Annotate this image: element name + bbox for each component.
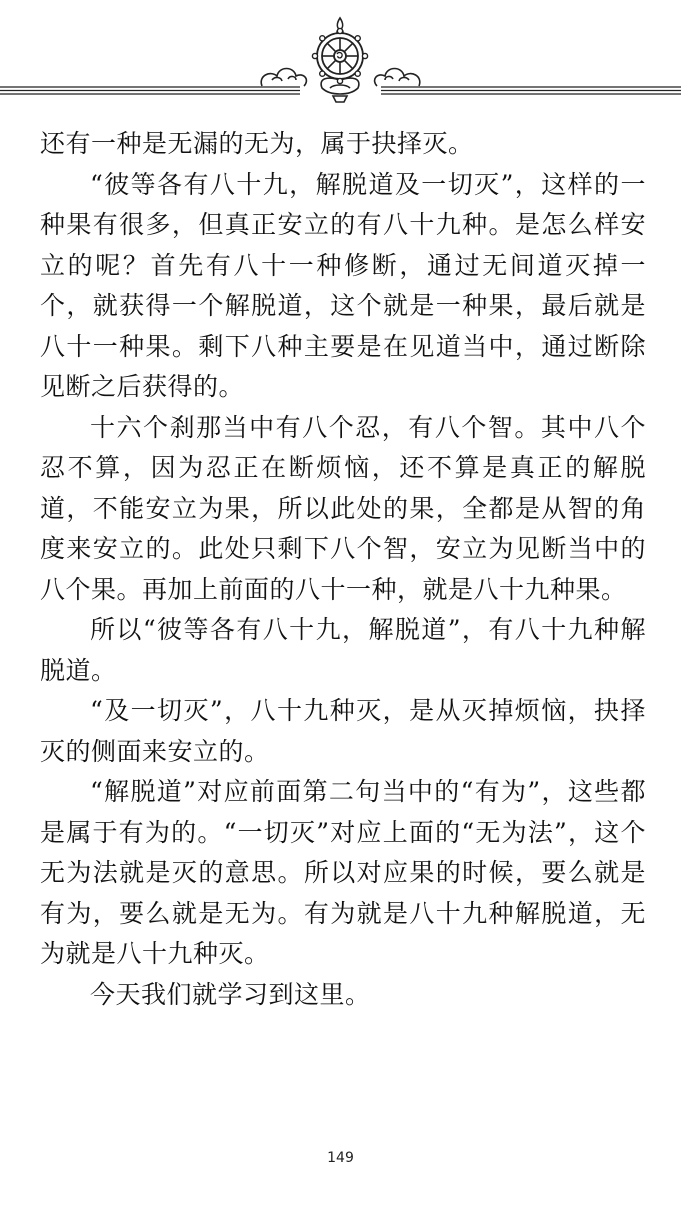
paragraph: 十六个刹那当中有八个忍，有八个智。其中八个忍不算，因为忍正在断烦恼，还不算是真正的解脱道，不能安立为果，所以此处的果，全都是从智的角度来安立的。此处只剩下八个智，安立为见断当中的八个果。再加上前面的八十一种，就是八十九种果。 <box>40 412 646 604</box>
page-header-ornament <box>0 0 681 110</box>
paragraph: “及一切灭”，八十九种灭，是从灭掉烦恼，抉择灭的侧面来安立的。 <box>40 696 646 766</box>
page-number: 149 <box>327 1150 354 1166</box>
paragraph: 所以“彼等各有八十九，解脱道”，有八十九种解脱道。 <box>40 615 646 685</box>
paragraph: “彼等各有八十九，解脱道及一切灭”，这样的一种果有很多，但真正安立的有八十九种。是怎么样安立的呢？首先有八十一种修断，通过无间道灭掉一个，就获得一个解脱道，这个就是一种果，最后就是八十一种果。剩下八种主要是在见道当中，通过断除见断之后获得的。 <box>40 169 646 401</box>
dharma-wheel-icon <box>0 0 681 110</box>
body-text <box>40 124 646 1015</box>
paragraph: 今天我们就学习到这里。 <box>90 979 371 1009</box>
paragraph: “解脱道”对应前面第二句当中的“有为”，这些都是属于有为的。“一切灭”对应上面的“无为法”，这个无为法就是灭的意思。所以对应果的时候，要么就是有为，要么就是无为。有为就是八十九种解脱道，无为就是八十九种灭。 <box>40 777 646 968</box>
paragraph: 还有一种是无漏的无为，属于抉择灭。 <box>40 129 474 158</box>
